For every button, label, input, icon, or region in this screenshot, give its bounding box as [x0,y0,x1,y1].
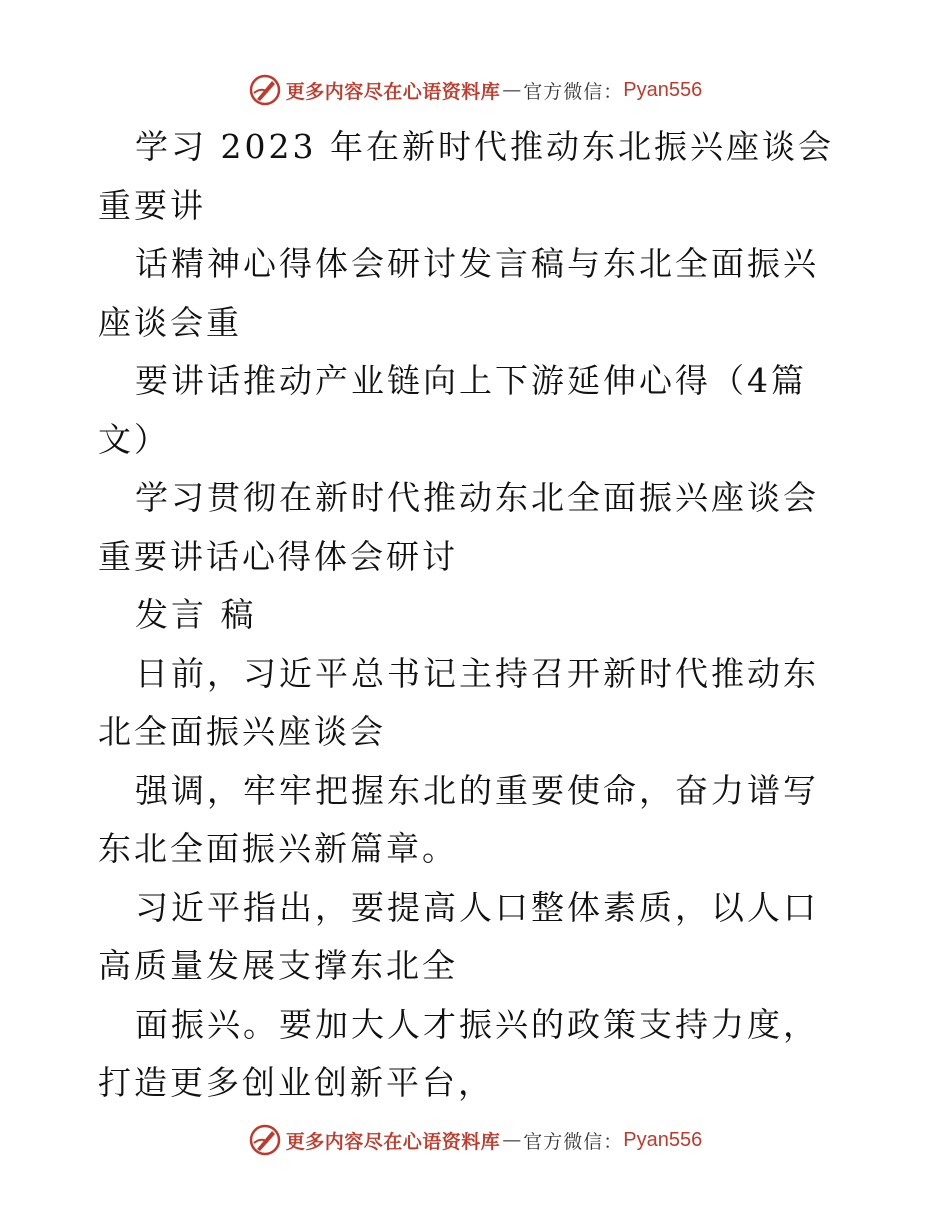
banner-separator: — [502,79,522,101]
banner-wechat-id: Pyan556 [623,1128,703,1151]
document-body [98,118,852,1113]
paragraph-subtitle-cont: 发言 稿 [135,595,257,634]
banner-title: 更多内容尽在心语资料库 [285,1130,501,1153]
banner-separator: — [502,1129,522,1151]
paragraph-body-4: 面振兴。要加大人才振兴的政策支持力度，打造更多创业创新平台， [98,1004,819,1102]
paragraph-subtitle: 学习贯彻在新时代推动东北全面振兴座谈会重要讲话心得体会研讨 [98,478,819,576]
header-banner [0,70,950,110]
paragraph-body-1: 日前，习近平总书记主持召开新时代推动东北全面振兴座谈会 [98,653,819,751]
paragraph-title-3: 要讲话推动产业链向上下游延伸心得（4篇文） [98,361,807,459]
quill-pen-logo-icon [248,1123,282,1157]
paragraph-body-3: 习近平指出，要提高人口整体素质，以人口高质量发展支撑东北全 [98,887,819,985]
footer-banner [0,1120,950,1160]
banner-wechat-label: 官方微信： [523,80,624,103]
paragraph-title-1: 学习 2023 年在新时代推动东北振兴座谈会重要讲 [98,127,834,225]
banner-wechat-id: Pyan556 [623,78,703,101]
banner-title: 更多内容尽在心语资料库 [285,80,501,103]
paragraph-body-2: 强调，牢牢把握东北的重要使命，奋力谱写东北全面振兴新篇章。 [98,770,819,868]
quill-pen-logo-icon [248,73,282,107]
banner-wechat-label: 官方微信： [523,1130,624,1153]
paragraph-title-2: 话精神心得体会研讨发言稿与东北全面振兴座谈会重 [98,244,819,342]
